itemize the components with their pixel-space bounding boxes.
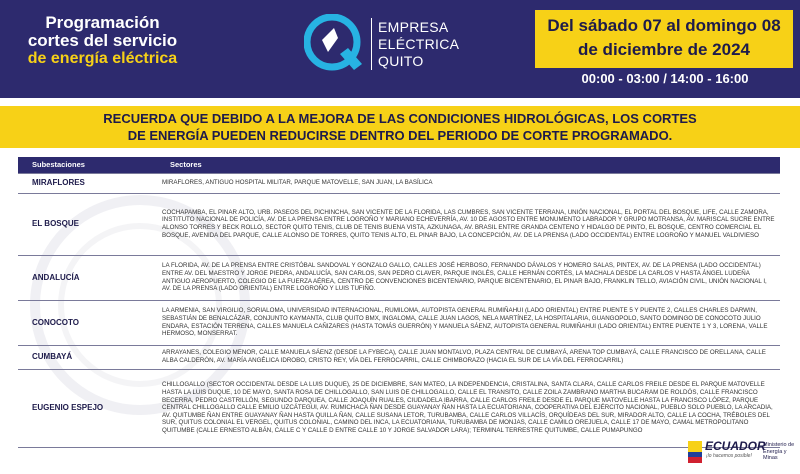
- page-title: [10, 14, 195, 68]
- company-name: [378, 19, 459, 70]
- table-row: [18, 193, 780, 255]
- table-row: [18, 300, 780, 345]
- ministry-name: Ministerio de Energía y Minas: [763, 442, 795, 461]
- sector-list: ARRAYANES, COLEGIO MENOR, CALLE MANUELA SÁENZ (DESDE LA FYBECA), CALLE JUAN MONTALVO, PLAZA CENTRAL DE CUMBAYÁ, ARENA TOP CUMBAYÁ, CALLE FRANCISCO DE ORELLANA, CALLE ALBA CALDERÓN, AV. MARÍA ANGÉLICA IDROBO, CRISTO REY, VÍA DEL FERROCARRIL, CALLE CHIMBORAZO (HACIA EL SUR DE LA VÍA DEL FERROCARRIL): [156, 345, 780, 369]
- title-line-1: Programación: [45, 13, 160, 32]
- substation-name: ANDALUCÍA: [18, 255, 156, 300]
- sector-list: COCHAPAMBA, EL PINAR ALTO, URB. PASEOS DEL PICHINCHA, SAN VICENTE DE LA FLORIDA, LAS CUMBRES, SAN VICENTE TERRANA, UNIÓN NACIONAL, EL PORTAL DEL BOSQUE, LIFE, CALLE ZAMORA, INSTITUTO NACIONAL DE POLICÍA, AV. DE LA PRENSA ENTRE LOGROÑO Y MARIANO ECHEVERRÍA, AV. 10 DE AGOSTO ENTRE MONUMENTO LABRADOR Y GRUPO MOTRANSA, AV. MARISCAL SUCRE ENTRE ALONSO TORRES Y BECK ROLLO, SECTOR QUITO TENIS, CLUB DE TENIS BUENA VISTA, AZKUNAGA, AV. BRASIL ENTRE GRANDA CENTENO Y HIDALGO DE PINTO, EL BOSQUE, CENTRO COMERCIAL EL BOSQUE, AVENIDA DEL PARQUE, CALLE ALONSO DE TORRES, QUITO TENIS ALTO, EL PINAR BAJO, LA CONCEPCIÓN, AV. DE LA PRENSA (LADO OCCIDENTAL) ENTRE LOGROÑO Y MANUEL VALDIVIESO: [156, 193, 780, 255]
- company-name-line-3: QUITO: [378, 53, 424, 69]
- notice-banner: [0, 106, 800, 148]
- title-line-2: cortes del servicio: [27, 31, 178, 50]
- ecuador-flag-icon: [688, 441, 702, 463]
- header-banner: [0, 0, 800, 98]
- date-range-box: [535, 10, 793, 68]
- table-row: [18, 255, 780, 300]
- company-name-line-2: ELÉCTRICA: [378, 36, 460, 52]
- date-line-2: de diciembre de 2024: [578, 40, 750, 59]
- notice-line-1: RECUERDA QUE DEBIDO A LA MEJORA DE LAS CONDICIONES HIDROLÓGICAS, LOS CORTES: [103, 111, 697, 126]
- government-logo: [688, 437, 796, 467]
- date-line-1: Del sábado 07 al domingo 08: [547, 16, 781, 35]
- table-row: [18, 345, 780, 369]
- logo-divider: [371, 18, 372, 70]
- substation-name: CUMBAYÁ: [18, 345, 156, 369]
- sector-list: MIRAFLORES, ANTIGUO HOSPITAL MILITAR, PARQUE MATOVELLE, SAN JUAN, LA BASÍLICA: [156, 173, 780, 193]
- sector-list: LA FLORIDA, AV. DE LA PRENSA ENTRE CRISTÓBAL SANDOVAL Y GONZALO GALLO, CALLES JOSÉ HERBOSO, FERNANDO DÁVALOS Y HOMERO SALAS, PINTEX, AV. DE LA PRENSA (LADO OCCIDENTAL) ENTRE AV. DEL MAESTRO Y JORGE PIEDRA, ANDALUCÍA, SAN CARLOS, SAN PEDRO CLAVER, PARQUE INGLÉS, CALLE HERNÁN CORTÉS, LA MACHALA DESDE LA CARLOS V HASTA ÁNGEL LUDEÑA ANTIGUO AEROPUERTO, COLEGIO DE LA FUERZA AÉREA, CENTRO DE CONVENCIONES BICENTENARIO, PARQUE BICENTENARIO, EL PINAR BAJO, FRANKLIN TELLO, AVIACIÓN CIVIL, UNIÓN NACIONAL I, AV. DE LA PRENSA (LADO ORIENTAL) ENTRE LOGROÑO Y LUIS TUFIÑO.: [156, 255, 780, 300]
- eeq-logo-icon: [304, 14, 364, 76]
- time-ranges: 00:00 - 03:00 / 14:00 - 16:00: [581, 71, 749, 86]
- substation-name: EUGENIO ESPEJO: [18, 369, 156, 447]
- table-row: [18, 173, 780, 193]
- government-slogan: ¡lo hacemos posible!: [706, 453, 752, 459]
- company-name-line-1: EMPRESA: [378, 19, 449, 35]
- column-header-substations: Subestaciones: [18, 157, 156, 173]
- table-row: [18, 369, 780, 447]
- column-header-sectors: Sectores: [156, 157, 780, 173]
- government-name: ECUADOR: [705, 439, 766, 453]
- substation-name: CONOCOTO: [18, 300, 156, 345]
- title-line-3: de energía eléctrica: [27, 50, 178, 67]
- notice-line-2: DE ENERGÍA PUEDEN REDUCIRSE DENTRO DEL PERIODO DE CORTE PROGRAMADO.: [127, 128, 673, 143]
- sector-list: CHILLOGALLO (SECTOR OCCIDENTAL DESDE LA LUIS DUQUE), 25 DE DICIEMBRE, SAN MATEO, LA INDEPENDENCIA, CRISTALINA, SANTA CLARA, CALLE CARLOS FREILE DESDE EL PARQUE MATOVELLE HASTA LA LUIS DUQUE, 10 DE MAYO, SANTA ROSA DE CHILLOGALLO, SAN LUIS DE CHILLOGALLO, CALLE EL TRANSITO, CALLE ZOILA ZAMBRANO MARTHA BUCARAM DE ROLDÓS, CALLE FRANCISCO BECERRA, PEDRO CASTRILLÓN, SEGUNDO DARQUEA, CALLE JOAQUÍN RUALES, CIUDADELA IBARRA, CALLE CARLOS FREILE DESDE EL PARQUE MATOVELLE HASTA LA FRANCISCO LÓPEZ, PARQUE CENTRAL CHILLOGALLO CALLE EMILIO UZCÁTEGUI, AV. RUMICHACA ÑAN DESDE GUAYANAY ÑAN HASTA LA ECUATORIANA, COOPERATIVA DEL EJÉRCITO NACIONAL, PUEBLO SOLO PUEBLO, LA ARCADIA, AV. QUITUMBE ÑAN ENTRE GUAYANAY ÑAN HASTA QUILLA ÑAN, CALLE SUSANA LETOR, TURUBAMBA, CALLE CARLOS VILLACÍS, ORQUÍDEAS DEL SUR, MIRADOR ALTO, CALLE LA COCHA, TRÉBOLES DEL SUR, QUITUS COLONIAL EL VERGEL, QUITUS COLONIAL, CAMINO DEL INCA, LA ECUATORIANA, TURUBAMBA DE MONJAS, CALLE CAMILO OREJUELA, CALLE 17 DE MAYO, CAMAL METROPOLITANO QUITUMBE (CALLE ERNESTO ALBÁN, CALLE C Y CALLE D ENTRE CALLE 10 Y JORGE SALVADOR LARA); TERMINAL TERRESTRE QUITUMBE, CALLE PUMAPUNGO: [156, 369, 780, 447]
- sector-list: LA ARMENIA, SAN VIRGILIO, SORIALOMA, UNIVERSIDAD INTERNACIONAL, RUMILOMA, AUTOPISTA GENERAL RUMIÑAHUI (LADO ORIENTAL) ENTRE PUENTE 5 Y PUENTE 2, CALLES CHARLES DARWIN, SEBASTIÁN DE BENALCÁZAR, CONJUNTO KAYMANTA, CLUB QUITO BMX, INGALOMA, CALLE JUAN LAGOS, NELA MARTÍNEZ, LA HOSPITALARIA, GUANGOPOLO, SANTO DOMINGO DE CONOCOTO JULIO ENDARA, ESTACIÓN TERRENA, CALLES MANUELA CAÑIZARES (HASTA TOMÁS GUERRÓN) Y MANUELA SÁENZ, AUTOPISTA GENERAL RUMIÑAHUI (LADO ORIENTAL) ENTRE PUENTE 1 Y 3, LORENA, VALLE HERMOSO, MONSERRAT.: [156, 300, 780, 345]
- substation-name: EL BOSQUE: [18, 193, 156, 255]
- substation-name: MIRAFLORES: [18, 173, 156, 193]
- outage-table: [18, 157, 780, 448]
- table-header-row: [18, 157, 780, 173]
